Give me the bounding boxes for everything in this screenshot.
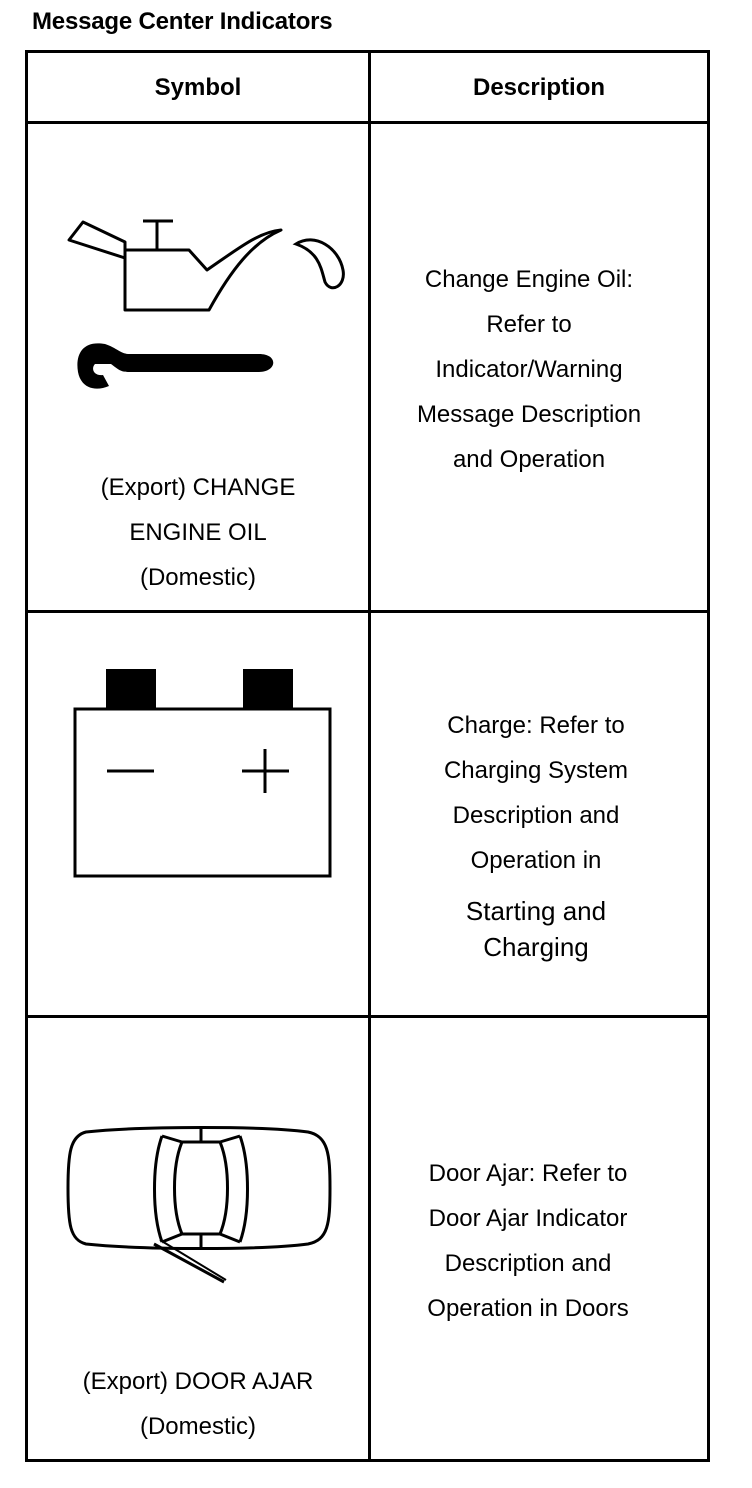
- caption-line: ENGINE OIL: [129, 519, 267, 546]
- description-line: Charging System: [443, 757, 629, 784]
- description-text: [371, 257, 687, 482]
- row-divider: [28, 1015, 707, 1018]
- description-line: Message Description: [416, 401, 642, 428]
- car-door-ajar-icon: [64, 1124, 334, 1293]
- header-symbol: Symbol: [154, 74, 242, 101]
- description-line: Starting and: [465, 896, 607, 926]
- description-text: [371, 1151, 685, 1331]
- description-line: and Operation: [452, 446, 606, 473]
- row-divider: [28, 610, 707, 613]
- description-line: Door Ajar Indicator: [428, 1205, 628, 1232]
- indicator-table: [25, 50, 710, 1462]
- caption-line: (Export) CHANGE: [100, 474, 296, 501]
- oil-can-wrench-icon: [63, 208, 353, 413]
- description-line: Indicator/Warning: [435, 356, 623, 383]
- caption-line: (Domestic): [139, 1413, 256, 1440]
- description-line: Operation in Doors: [427, 1295, 629, 1322]
- description-line: Door Ajar: Refer to: [428, 1160, 628, 1187]
- battery-icon: [72, 667, 334, 886]
- description-line: Change Engine Oil:: [424, 266, 634, 293]
- symbol-caption: [28, 1359, 368, 1449]
- description-line: Description and: [452, 802, 620, 829]
- description-line: Refer to: [486, 311, 572, 338]
- description-line: Operation in: [470, 847, 602, 874]
- description-line: Charge: Refer to: [447, 712, 625, 739]
- header-description: Description: [472, 74, 606, 101]
- caption-line: (Domestic): [139, 564, 256, 591]
- symbol-caption: [28, 465, 368, 600]
- description-line: Description and: [444, 1250, 612, 1277]
- description-text: [371, 703, 701, 965]
- page-title: Message Center Indicators: [32, 8, 333, 35]
- description-line: Charging: [483, 932, 589, 962]
- caption-line: (Export) DOOR AJAR: [82, 1368, 314, 1395]
